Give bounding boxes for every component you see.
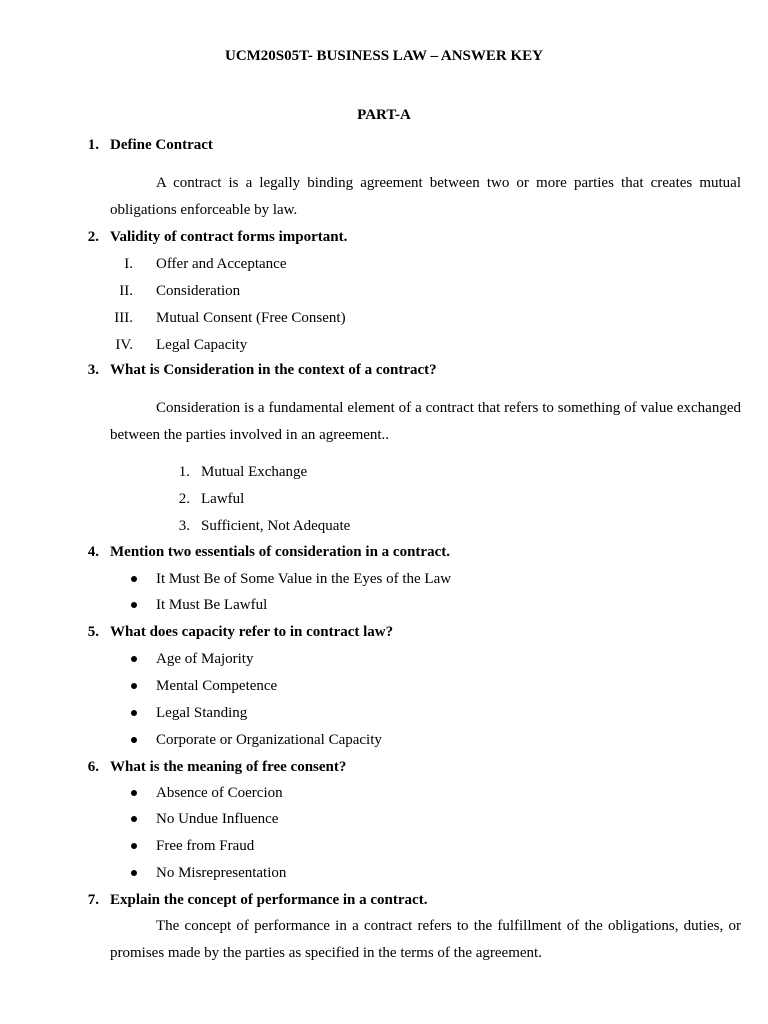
list-item: Age of Majority — [156, 651, 254, 667]
list-item: Legal Capacity — [156, 337, 248, 353]
question-heading: Validity of contract forms important. — [110, 229, 348, 245]
bullet-icon — [131, 710, 137, 716]
bullet-icon — [131, 737, 137, 743]
question-number: 2. — [87, 229, 99, 245]
list-item: Offer and Acceptance — [156, 256, 287, 272]
bullet-icon — [131, 656, 137, 662]
question-heading: Explain the concept of performance in a contract. — [110, 892, 428, 908]
list-item: Lawful — [201, 491, 245, 507]
number-marker: 2. — [178, 491, 190, 507]
list-item: It Must Be Lawful — [156, 597, 268, 613]
bullet-icon — [131, 602, 137, 608]
roman-marker: III. — [114, 310, 133, 326]
question-heading: What is Consideration in the context of a contract? — [110, 362, 437, 378]
question-number: 6. — [87, 759, 99, 775]
list-item: Sufficient, Not Adequate — [201, 518, 351, 534]
question-heading: Mention two essentials of consideration in a contract. — [110, 544, 450, 560]
question-heading: Define Contract — [110, 137, 213, 153]
bullet-icon — [131, 843, 137, 849]
number-marker: 3. — [178, 518, 190, 534]
answer-paragraph: A contract is a legally binding agreement between two or more parties that creates mutual obligations enforceable by law. — [110, 175, 741, 218]
part-heading: PART-A — [357, 107, 411, 123]
list-item: It Must Be of Some Value in the Eyes of the Law — [156, 571, 452, 587]
list-item: Consideration — [156, 283, 241, 299]
bullet-icon — [131, 870, 137, 876]
question-number: 1. — [87, 137, 99, 153]
roman-marker: II. — [119, 283, 133, 299]
question-number: 4. — [87, 544, 99, 560]
list-item: Corporate or Organizational Capacity — [156, 732, 382, 748]
roman-marker: I. — [124, 256, 133, 272]
bullet-icon — [131, 790, 137, 796]
list-item: No Undue Influence — [156, 811, 279, 827]
bullet-icon — [131, 576, 137, 582]
list-item: Absence of Coercion — [156, 785, 283, 801]
question-heading: What does capacity refer to in contract law? — [110, 624, 394, 640]
list-item: Mutual Consent (Free Consent) — [156, 310, 346, 326]
number-marker: 1. — [178, 464, 190, 480]
roman-marker: IV. — [115, 337, 133, 353]
answer-paragraph: The concept of performance in a contract refers to the fulfillment of the obligations, duties, or promises made by the parties as specified in the terms of the agreement. — [110, 918, 741, 961]
question-number: 5. — [87, 624, 99, 640]
list-item: Mental Competence — [156, 678, 278, 694]
question-heading: What is the meaning of free consent? — [110, 759, 347, 775]
answer-paragraph: Consideration is a fundamental element of a contract that refers to something of value exchanged between the parties involved in an agreement.. — [110, 400, 741, 443]
bullet-icon — [131, 816, 137, 822]
document-title: UCM20S05T- BUSINESS LAW – ANSWER KEY — [224, 48, 543, 64]
question-number: 3. — [87, 362, 99, 378]
bullet-icon — [131, 683, 137, 689]
list-item: Legal Standing — [156, 705, 248, 721]
list-item: Free from Fraud — [156, 838, 255, 854]
list-item: Mutual Exchange — [201, 464, 308, 480]
question-number: 7. — [87, 892, 99, 908]
list-item: No Misrepresentation — [156, 865, 287, 881]
